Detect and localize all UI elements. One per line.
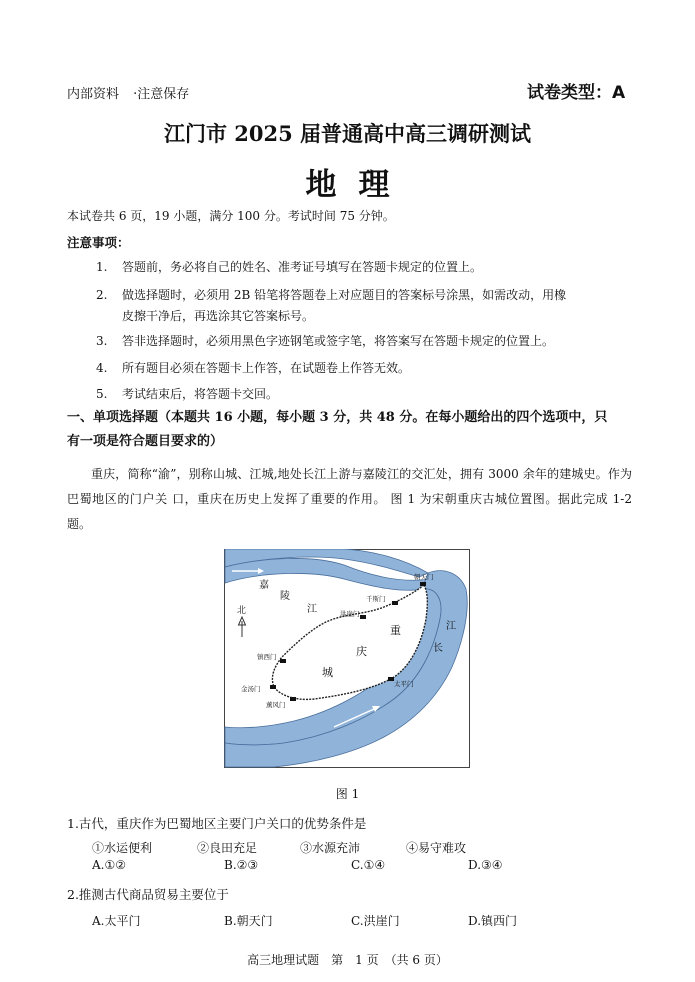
svg-text:千斯门: 千斯门 <box>366 595 386 603</box>
north-label: 北 <box>237 606 247 616</box>
q2-option-a[interactable]: A.太平门 <box>92 914 141 928</box>
river-label-jia: 嘉 <box>259 580 269 591</box>
notice-num: 1. <box>96 260 108 274</box>
river-label-yangtze-jiang: 江 <box>446 621 456 632</box>
notice-num: 5. <box>96 387 108 401</box>
svg-text:金汤门: 金汤门 <box>241 685 261 693</box>
q1-item: ①水运便利 <box>92 841 153 855</box>
notice-text: 考试结束后，将答题卡交回。 <box>122 387 279 401</box>
q1-option-b[interactable]: B.②③ <box>224 858 259 872</box>
city-label-zhong: 重 <box>390 624 401 637</box>
internal-label: 内部资料 <box>67 87 120 102</box>
q1-item: ③水源充沛 <box>300 841 361 855</box>
notice-text: 做选择题时，必须用 2B 铅笔将答题卷上对应题目的答案标号涂黑，如需改动，用橡 <box>122 288 567 302</box>
notice-num: 4. <box>96 361 108 375</box>
notice-num: 3. <box>96 334 108 348</box>
notice-item <box>96 331 555 352</box>
river-label-jiang: 江 <box>307 604 317 615</box>
svg-text:洪崖门: 洪崖门 <box>340 610 360 618</box>
exam-summary: 本试卷共 6 页，19 小题，满分 100 分。考试时间 75 分钟。 <box>67 209 395 223</box>
chongqing-map <box>224 549 470 768</box>
notice-item <box>96 358 411 379</box>
page-footer: 高三地理试题 第 1 页 （共 6 页） <box>247 953 448 967</box>
subject-title: 地理 <box>305 167 412 203</box>
svg-text:镇西门: 镇西门 <box>257 653 277 661</box>
svg-text:太平门: 太平门 <box>394 680 414 688</box>
city-label-cheng: 城 <box>322 666 333 679</box>
figure-caption: 图 1 <box>335 787 360 801</box>
q1-item: ②良田充足 <box>197 841 258 855</box>
notice-text: 所有题目必须在答题卡上作答，在试题卷上作答无效。 <box>122 361 411 375</box>
notice-text-cont: 皮擦干净后，再选涂其它答案标号。 <box>122 309 315 323</box>
q1-option-a[interactable]: A.①② <box>92 858 126 872</box>
section-heading-line1: 一、单项选择题（本题共 16 小题，每小题 3 分，共 48 分。在每小题给出的四个选项中，只 <box>67 410 608 425</box>
q1-option-d[interactable]: D.③④ <box>468 858 503 872</box>
q1-item: ④易守难攻 <box>406 841 467 855</box>
river-label-ling: 陵 <box>280 591 290 602</box>
notice-heading: 注意事项： <box>67 235 130 250</box>
notice-item <box>96 285 567 327</box>
q1-option-c[interactable]: C.①④ <box>351 858 386 872</box>
question-1-stem: 1.古代，重庆作为巴蜀地区主要门户关口的优势条件是 <box>67 816 367 831</box>
q2-option-c[interactable]: C.洪崖门 <box>351 914 400 928</box>
city-label-qing: 庆 <box>356 645 367 658</box>
river-label-yangtze-chang: 长 <box>433 643 443 654</box>
notice-item <box>96 384 279 405</box>
notice-text: 答非选择题时，必须用黑色字迹钢笔或签字笔，将答案写在答题卡规定的位置上。 <box>122 334 555 348</box>
header-left <box>67 83 199 102</box>
q2-option-d[interactable]: D.镇西门 <box>468 914 518 928</box>
notice-num: 2. <box>96 288 108 302</box>
section-heading-line2: 有一项是符合题目要求的） <box>67 434 224 449</box>
question-2-stem: 2.推测古代商品贸易主要位于 <box>67 887 229 902</box>
svg-text:薰风门: 薰风门 <box>266 701 286 709</box>
svg-text:朝天门: 朝天门 <box>414 573 434 581</box>
notice-item <box>96 257 483 278</box>
keep-label: ·注意保存 <box>133 87 190 102</box>
exam-title: 江门市 2025 届普通高中高三调研测试 <box>163 121 532 146</box>
section-heading <box>67 406 637 454</box>
passage: 重庆，简称“渝”，别称山城、江城,地处长江上游与嘉陵江的交汇处，拥有 3000 余年的建城史。作为巴蜀地区的门户关 口，重庆在历史上发挥了重要的作用。 图 1 为宋朝重庆古城位置图。据此完成 1-2 题。 <box>67 467 632 531</box>
paper-type: 试卷类型：A <box>527 83 626 103</box>
notice-text: 答题前，务必将自己的姓名、准考证号填写在答题卡规定的位置上。 <box>122 260 483 274</box>
q2-option-b[interactable]: B.朝天门 <box>224 914 273 928</box>
